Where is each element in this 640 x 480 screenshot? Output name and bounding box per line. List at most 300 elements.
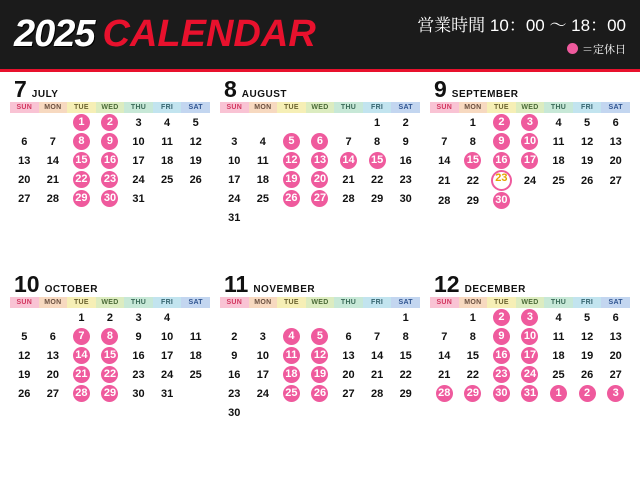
day-number: 4	[555, 311, 562, 324]
day-cell[interactable]	[334, 132, 363, 151]
closed-day-marker: 26	[311, 385, 328, 402]
day-cell[interactable]	[153, 113, 182, 132]
day-cell[interactable]	[306, 365, 335, 384]
weekday-mon: MON	[249, 102, 278, 113]
day-number: 27	[609, 368, 622, 381]
day-number: 5	[192, 116, 199, 129]
day-number: 13	[18, 154, 31, 167]
day-cell[interactable]	[430, 170, 459, 191]
day-cell[interactable]	[334, 346, 363, 365]
day-cell[interactable]	[363, 346, 392, 365]
day-cell[interactable]	[220, 151, 249, 170]
day-cell[interactable]	[67, 151, 96, 170]
day-cell[interactable]	[153, 170, 182, 189]
empty-cell	[277, 403, 306, 422]
day-cell[interactable]	[544, 327, 573, 346]
day-cell[interactable]	[306, 132, 335, 151]
day-cell[interactable]	[67, 132, 96, 151]
day-cell[interactable]	[220, 384, 249, 403]
day-cell[interactable]	[544, 151, 573, 170]
day-cell[interactable]	[601, 132, 630, 151]
day-cell[interactable]	[96, 113, 125, 132]
day-cell[interactable]	[124, 170, 153, 189]
day-cell[interactable]	[516, 170, 545, 191]
day-cell[interactable]	[573, 384, 602, 403]
day-cell[interactable]	[544, 365, 573, 384]
day-cell[interactable]	[459, 191, 488, 210]
empty-cell	[181, 189, 210, 208]
day-number: 12	[580, 135, 594, 148]
day-cell[interactable]	[96, 384, 125, 403]
day-cell[interactable]	[249, 170, 278, 189]
day-cell[interactable]	[334, 189, 363, 208]
weekday-tue: TUE	[487, 297, 516, 308]
day-cell[interactable]	[153, 327, 182, 346]
weekday-sat: SAT	[391, 297, 420, 308]
day-cell[interactable]	[487, 191, 516, 210]
day-cell[interactable]	[306, 384, 335, 403]
day-cell[interactable]	[96, 151, 125, 170]
day-cell[interactable]	[277, 327, 306, 346]
month-block	[430, 78, 630, 269]
day-cell[interactable]	[96, 132, 125, 151]
closed-day-marker: 10	[521, 133, 538, 150]
day-cell[interactable]	[67, 189, 96, 208]
day-cell[interactable]	[391, 189, 420, 208]
day-cell[interactable]	[430, 365, 459, 384]
day-number: 20	[609, 154, 622, 167]
closed-day-marker: 13	[311, 152, 328, 169]
day-cell[interactable]	[391, 365, 420, 384]
day-cell[interactable]	[487, 365, 516, 384]
empty-cell	[249, 113, 278, 132]
day-number: 3	[135, 116, 142, 129]
day-number: 14	[46, 154, 59, 167]
day-cell[interactable]	[67, 346, 96, 365]
day-cell[interactable]	[363, 170, 392, 189]
day-number: 7	[374, 330, 381, 343]
day-cell[interactable]	[601, 327, 630, 346]
day-cell[interactable]	[153, 132, 182, 151]
day-cell[interactable]	[96, 308, 125, 327]
empty-cell	[220, 113, 249, 132]
day-cell[interactable]	[487, 170, 516, 191]
weekday-fri: FRI	[363, 102, 392, 113]
day-cell[interactable]	[363, 365, 392, 384]
day-cell[interactable]	[391, 170, 420, 189]
day-cell[interactable]	[249, 151, 278, 170]
day-cell[interactable]	[39, 151, 68, 170]
day-cell[interactable]	[363, 151, 392, 170]
empty-cell	[306, 208, 335, 227]
day-cell[interactable]	[39, 327, 68, 346]
day-cell[interactable]	[10, 132, 39, 151]
empty-cell	[334, 113, 363, 132]
day-cell[interactable]	[306, 170, 335, 189]
day-cell[interactable]	[10, 151, 39, 170]
day-number: 6	[612, 116, 619, 129]
weekday-mon: MON	[39, 297, 68, 308]
day-cell[interactable]	[516, 365, 545, 384]
day-cell[interactable]	[487, 384, 516, 403]
day-cell[interactable]	[544, 308, 573, 327]
day-number: 21	[46, 173, 59, 186]
closed-day-marker: 2	[579, 385, 596, 402]
day-cell[interactable]	[601, 346, 630, 365]
closed-day-marker: 22	[73, 171, 90, 188]
day-cell[interactable]	[487, 113, 516, 132]
day-cell[interactable]	[220, 189, 249, 208]
day-cell[interactable]	[363, 132, 392, 151]
day-number: 1	[469, 311, 476, 324]
day-cell[interactable]	[96, 327, 125, 346]
day-number: 25	[552, 174, 565, 187]
day-cell[interactable]	[363, 327, 392, 346]
day-cell[interactable]	[601, 365, 630, 384]
day-number: 21	[438, 368, 451, 381]
day-cell[interactable]	[153, 365, 182, 384]
day-cell[interactable]	[391, 113, 420, 132]
day-cell[interactable]	[124, 189, 153, 208]
closed-day-marker: 29	[101, 385, 118, 402]
day-cell[interactable]	[516, 151, 545, 170]
day-cell[interactable]	[573, 113, 602, 132]
day-cell[interactable]	[306, 327, 335, 346]
day-cell[interactable]	[220, 327, 249, 346]
day-cell[interactable]	[181, 327, 210, 346]
day-cell[interactable]	[601, 170, 630, 191]
day-cell[interactable]	[334, 170, 363, 189]
day-cell[interactable]	[544, 384, 573, 403]
weekday-wed: WED	[96, 297, 125, 308]
month-header	[220, 273, 420, 297]
closed-day-marker: 30	[493, 192, 510, 209]
day-cell[interactable]	[306, 189, 335, 208]
month-name: SEPTEMBER	[451, 89, 519, 100]
business-hours: 営業時間 10：00 ～ 18：00	[417, 15, 626, 35]
day-cell[interactable]	[459, 384, 488, 403]
day-cell[interactable]	[124, 346, 153, 365]
day-cell[interactable]	[153, 151, 182, 170]
day-cell[interactable]	[277, 384, 306, 403]
day-cell[interactable]	[573, 132, 602, 151]
closed-day-marker: 29	[73, 190, 90, 207]
day-cell[interactable]	[459, 113, 488, 132]
month-header	[430, 273, 630, 297]
day-cell[interactable]	[363, 189, 392, 208]
day-number: 21	[438, 174, 451, 187]
weekday-header-row	[430, 297, 630, 308]
day-cell[interactable]	[459, 327, 488, 346]
closed-day-marker: 19	[283, 171, 300, 188]
day-cell[interactable]	[516, 346, 545, 365]
day-cell[interactable]	[363, 113, 392, 132]
weekday-fri: FRI	[573, 102, 602, 113]
day-cell[interactable]	[391, 384, 420, 403]
day-cell[interactable]	[181, 170, 210, 189]
month-number: 8	[224, 76, 237, 102]
day-cell[interactable]	[220, 132, 249, 151]
day-cell[interactable]	[249, 365, 278, 384]
day-cell[interactable]	[124, 308, 153, 327]
day-cell[interactable]	[430, 151, 459, 170]
month-header	[430, 78, 630, 102]
day-cell[interactable]	[430, 327, 459, 346]
day-cell[interactable]	[67, 113, 96, 132]
day-cell[interactable]	[124, 365, 153, 384]
day-cell[interactable]	[487, 132, 516, 151]
day-cell[interactable]	[573, 346, 602, 365]
day-cell[interactable]	[487, 327, 516, 346]
day-cell[interactable]	[430, 384, 459, 403]
day-number: 17	[256, 368, 269, 381]
day-cell[interactable]	[487, 151, 516, 170]
month-header	[220, 78, 420, 102]
day-cell[interactable]	[124, 384, 153, 403]
closed-day-marker: 5	[311, 328, 328, 345]
day-number: 12	[18, 349, 31, 362]
day-cell[interactable]	[277, 189, 306, 208]
day-cell[interactable]	[516, 113, 545, 132]
day-cell[interactable]	[10, 170, 39, 189]
day-cell[interactable]	[39, 384, 68, 403]
day-cell[interactable]	[544, 132, 573, 151]
day-cell[interactable]	[181, 113, 210, 132]
calendar-word: CALENDAR	[102, 13, 316, 55]
day-number: 23	[228, 387, 241, 400]
day-cell[interactable]	[516, 327, 545, 346]
day-cell[interactable]	[249, 189, 278, 208]
weekday-wed: WED	[516, 297, 545, 308]
closed-day-marker: 18	[283, 366, 300, 383]
day-number: 17	[132, 154, 145, 167]
day-cell[interactable]	[391, 308, 420, 327]
week-row	[10, 365, 210, 384]
day-cell[interactable]	[10, 189, 39, 208]
week-row	[220, 170, 420, 189]
day-cell[interactable]	[516, 384, 545, 403]
day-number: 28	[342, 192, 355, 205]
week-row	[430, 346, 630, 365]
day-cell[interactable]	[573, 151, 602, 170]
day-cell[interactable]	[67, 170, 96, 189]
day-cell[interactable]	[516, 308, 545, 327]
day-cell[interactable]	[96, 170, 125, 189]
day-cell[interactable]	[459, 308, 488, 327]
day-cell[interactable]	[459, 346, 488, 365]
day-cell[interactable]	[67, 308, 96, 327]
page-header	[0, 0, 640, 72]
closed-day-marker: 3	[521, 114, 538, 131]
day-cell[interactable]	[220, 403, 249, 422]
day-number: 15	[399, 349, 412, 362]
empty-cell	[516, 191, 545, 210]
closed-day-marker: 5	[283, 133, 300, 150]
month-table	[220, 102, 420, 227]
day-number: 18	[160, 154, 174, 167]
day-cell[interactable]	[96, 346, 125, 365]
empty-cell	[573, 191, 602, 210]
day-cell[interactable]	[391, 327, 420, 346]
month-number: 11	[224, 271, 249, 297]
month-block	[10, 78, 210, 269]
day-cell[interactable]	[459, 170, 488, 191]
month-name: AUGUST	[241, 89, 288, 100]
day-cell[interactable]	[39, 189, 68, 208]
day-number: 18	[552, 349, 565, 362]
day-cell[interactable]	[181, 365, 210, 384]
day-number: 6	[345, 330, 352, 343]
day-cell[interactable]	[459, 151, 488, 170]
day-cell[interactable]	[601, 384, 630, 403]
weekday-sun: SUN	[430, 102, 459, 113]
day-cell[interactable]	[573, 308, 602, 327]
empty-cell	[181, 308, 210, 327]
day-cell[interactable]	[67, 384, 96, 403]
day-number: 14	[438, 349, 451, 362]
day-cell[interactable]	[430, 346, 459, 365]
weekday-sat: SAT	[601, 297, 630, 308]
day-cell[interactable]	[391, 346, 420, 365]
empty-cell	[334, 208, 363, 227]
day-cell[interactable]	[487, 308, 516, 327]
week-row	[220, 151, 420, 170]
weekday-sat: SAT	[391, 102, 420, 113]
day-number: 23	[132, 368, 145, 381]
day-cell[interactable]	[306, 151, 335, 170]
closed-day-marker: 9	[493, 133, 510, 150]
week-row	[220, 403, 420, 422]
day-cell[interactable]	[10, 327, 39, 346]
day-cell[interactable]	[544, 113, 573, 132]
day-cell[interactable]	[334, 384, 363, 403]
day-cell[interactable]	[124, 151, 153, 170]
day-cell[interactable]	[10, 365, 39, 384]
day-cell[interactable]	[220, 365, 249, 384]
day-cell[interactable]	[544, 170, 573, 191]
day-cell[interactable]	[334, 327, 363, 346]
day-cell[interactable]	[334, 365, 363, 384]
day-cell[interactable]	[124, 113, 153, 132]
day-number: 25	[552, 368, 565, 381]
day-number: 24	[256, 387, 269, 400]
day-number: 28	[438, 194, 451, 207]
day-cell[interactable]	[306, 346, 335, 365]
day-cell[interactable]	[334, 151, 363, 170]
empty-cell	[39, 113, 68, 132]
day-number: 25	[160, 173, 174, 186]
day-cell[interactable]	[249, 327, 278, 346]
day-number: 7	[441, 330, 448, 343]
day-cell[interactable]	[249, 384, 278, 403]
closed-day-marker: 28	[73, 385, 90, 402]
day-cell[interactable]	[277, 132, 306, 151]
day-cell[interactable]	[220, 346, 249, 365]
day-cell[interactable]	[363, 384, 392, 403]
day-cell[interactable]	[249, 132, 278, 151]
day-number: 13	[609, 330, 622, 343]
day-cell[interactable]	[153, 384, 182, 403]
month-number: 10	[14, 271, 40, 297]
day-cell[interactable]	[573, 170, 602, 191]
day-cell[interactable]	[96, 189, 125, 208]
day-cell[interactable]	[10, 346, 39, 365]
day-number: 11	[257, 154, 269, 167]
day-cell[interactable]	[487, 346, 516, 365]
day-cell[interactable]	[96, 365, 125, 384]
day-cell[interactable]	[573, 365, 602, 384]
day-cell[interactable]	[153, 346, 182, 365]
day-number: 30	[399, 192, 412, 205]
month-block	[220, 78, 420, 269]
legend	[567, 41, 626, 57]
week-row	[430, 191, 630, 210]
closed-day-marker: 14	[73, 347, 90, 364]
day-cell[interactable]	[430, 191, 459, 210]
day-cell[interactable]	[391, 132, 420, 151]
day-cell[interactable]	[601, 308, 630, 327]
day-cell[interactable]	[67, 327, 96, 346]
day-cell[interactable]	[601, 113, 630, 132]
day-cell[interactable]	[601, 151, 630, 170]
day-cell[interactable]	[181, 132, 210, 151]
day-cell[interactable]	[249, 346, 278, 365]
day-number: 26	[189, 173, 202, 186]
day-cell[interactable]	[39, 170, 68, 189]
day-cell[interactable]	[277, 170, 306, 189]
day-cell[interactable]	[220, 208, 249, 227]
day-cell[interactable]	[124, 132, 153, 151]
day-cell[interactable]	[153, 308, 182, 327]
day-cell[interactable]	[67, 365, 96, 384]
day-cell[interactable]	[430, 132, 459, 151]
day-cell[interactable]	[39, 346, 68, 365]
day-number: 10	[228, 154, 241, 167]
closed-day-marker: 16	[101, 152, 118, 169]
day-cell[interactable]	[573, 327, 602, 346]
day-cell[interactable]	[277, 151, 306, 170]
closed-day-marker: 8	[101, 328, 118, 345]
day-number: 3	[259, 330, 266, 343]
day-cell[interactable]	[39, 365, 68, 384]
day-cell[interactable]	[277, 346, 306, 365]
day-cell[interactable]	[10, 384, 39, 403]
closed-day-marker: 27	[311, 190, 328, 207]
week-row	[430, 132, 630, 151]
calendar-year: 2025	[14, 13, 95, 55]
day-cell[interactable]	[220, 170, 249, 189]
day-cell[interactable]	[39, 132, 68, 151]
month-header	[10, 273, 210, 297]
closed-day-marker: 23	[491, 170, 512, 191]
day-cell[interactable]	[459, 365, 488, 384]
day-cell[interactable]	[391, 151, 420, 170]
day-cell[interactable]	[181, 346, 210, 365]
day-cell[interactable]	[544, 346, 573, 365]
empty-cell	[249, 403, 278, 422]
day-cell[interactable]	[459, 132, 488, 151]
month-number: 9	[434, 76, 447, 102]
day-number: 21	[342, 173, 355, 186]
day-cell[interactable]	[516, 132, 545, 151]
closed-day-marker: 16	[493, 347, 510, 364]
day-cell[interactable]	[277, 365, 306, 384]
day-number: 2	[231, 330, 238, 343]
day-number: 31	[160, 387, 174, 400]
day-cell[interactable]	[124, 327, 153, 346]
day-cell[interactable]	[181, 151, 210, 170]
weekday-fri: FRI	[153, 102, 182, 113]
